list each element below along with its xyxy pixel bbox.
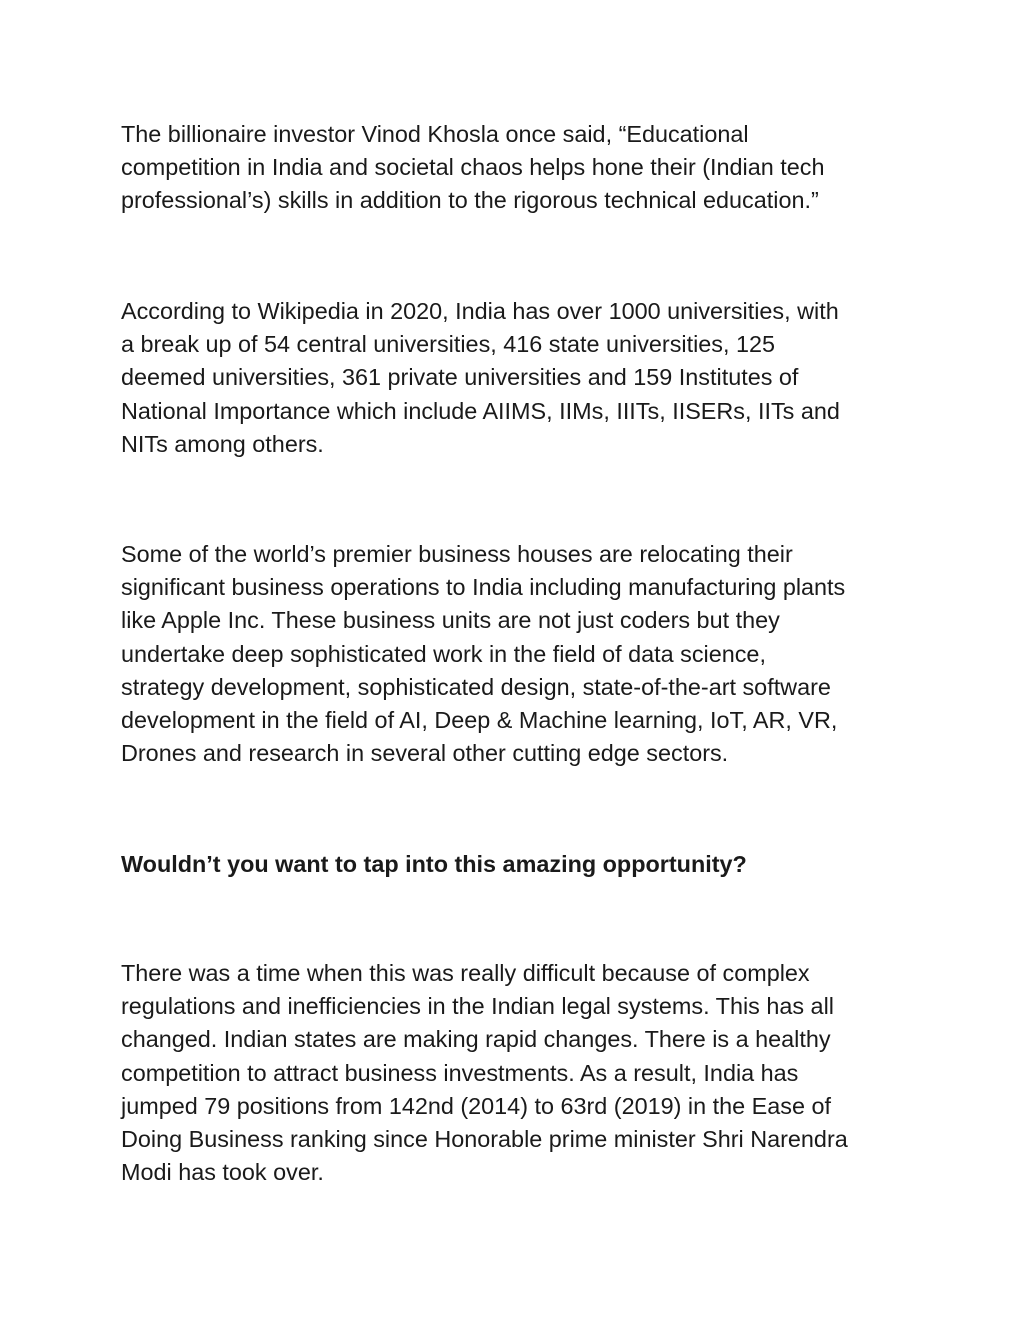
text-line: Drones and research in several other cutting edge sectors. xyxy=(121,740,729,767)
text-line: development in the field of AI, Deep & Machine learning, IoT, AR, VR, xyxy=(121,707,838,734)
text-line: Doing Business ranking since Honorable prime minister Shri Narendra xyxy=(121,1126,848,1153)
text-line: strategy development, sophisticated design, state-of-the-art software xyxy=(121,673,831,700)
text-line: significant business operations to India including manufacturing plants xyxy=(121,574,846,601)
text-line: a break up of 54 central universities, 416 state universities, 125 xyxy=(121,331,776,358)
text-line: like Apple Inc. These business units are not just coders but they xyxy=(121,607,780,634)
text-line: NITs among others. xyxy=(121,430,324,457)
paragraph-universities xyxy=(121,295,911,461)
text-line: jumped 79 positions from 142nd (2014) to 63rd (2019) in the Ease of xyxy=(121,1092,831,1119)
text-line: competition to attract business investments. As a result, India has xyxy=(121,1059,799,1086)
paragraph-ease-of-business xyxy=(121,957,911,1189)
text-line: competition in India and societal chaos helps hone their (Indian tech xyxy=(121,154,825,181)
text-line: The billionaire investor Vinod Khosla once said, “Educational xyxy=(121,121,749,147)
paragraph-opportunity-question xyxy=(121,848,911,881)
text-line: National Importance which include AIIMS, IIMs, IIITs, IISERs, IITs and xyxy=(121,397,840,424)
text-line: According to Wikipedia in 2020, India has over 1000 universities, with xyxy=(121,298,839,324)
paragraph-khosla-quote xyxy=(121,118,911,218)
text-line: regulations and inefficiencies in the Indian legal systems. This has all xyxy=(121,993,834,1020)
text-line: professional’s) skills in addition to the rigorous technical education.” xyxy=(121,187,819,214)
text-line: Some of the world’s premier business houses are relocating their xyxy=(121,541,793,567)
text-line: Wouldn’t you want to tap into this amazing opportunity? xyxy=(121,851,747,877)
text-line: undertake deep sophisticated work in the field of data science, xyxy=(121,640,766,667)
text-line: There was a time when this was really difficult because of complex xyxy=(121,960,810,986)
text-line: Modi has took over. xyxy=(121,1159,324,1186)
text-line: changed. Indian states are making rapid changes. There is a healthy xyxy=(121,1026,831,1053)
paragraph-business-houses xyxy=(121,538,911,770)
text-line: deemed universities, 361 private universities and 159 Institutes of xyxy=(121,364,799,391)
